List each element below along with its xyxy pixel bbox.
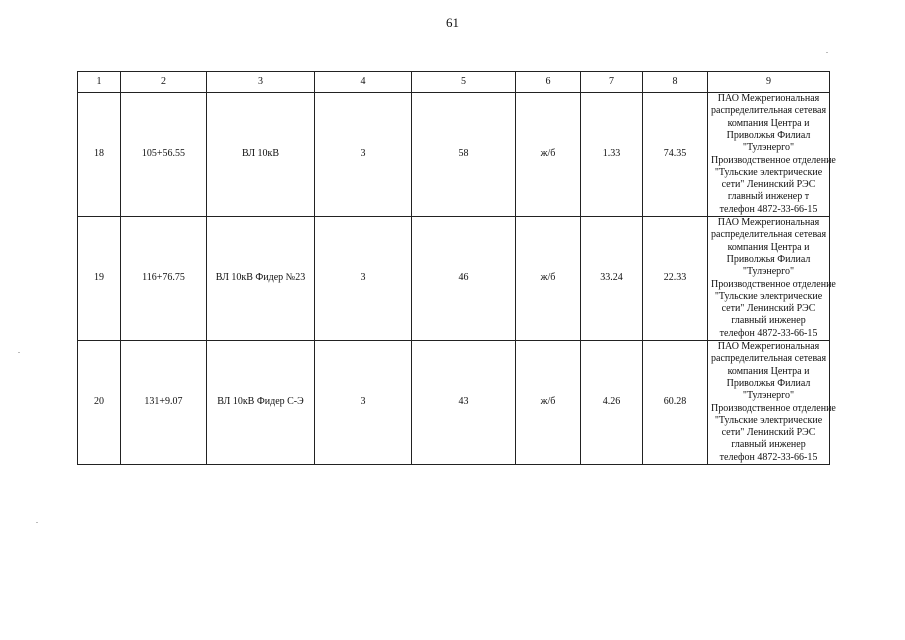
chainage-cell: 105+56.55 (121, 93, 207, 217)
column-7-cell: 33.24 (581, 217, 643, 341)
owner-line: главный инженер т (727, 191, 810, 203)
owner-line: Приволжья Филиал (726, 377, 811, 389)
owner-line: распределительная сетевая (711, 353, 827, 365)
owner-line: сети" Ленинский РЭС (721, 303, 816, 315)
material-cell: ж/б (516, 93, 581, 217)
owner-line: распределительная сетевая (711, 229, 827, 241)
owner-line: ПАО Межрегиональная (717, 93, 820, 105)
column-header: 5 (412, 72, 516, 93)
owner-line: Приволжья Филиал (726, 253, 811, 265)
owner-line: "Тульские электрические (714, 166, 823, 178)
table-row (78, 93, 830, 217)
row-number-cell: 18 (78, 93, 121, 217)
owner-line: телефон 4872-33-66-15 (719, 451, 818, 463)
line-name-cell: ВЛ 10кВ Фидер С-Э (207, 341, 315, 465)
owner-line: телефон 4872-33-66-15 (719, 203, 818, 215)
scan-speck (36, 522, 38, 523)
owner-cell (708, 341, 836, 465)
owner-line: главный инженер (731, 315, 806, 327)
owner-line: сети" Ленинский РЭС (721, 427, 816, 439)
scan-speck (18, 352, 20, 353)
column-header: 7 (581, 72, 643, 93)
table-row (78, 217, 830, 341)
scan-speck (826, 52, 828, 53)
line-name-cell: ВЛ 10кВ Фидер №23 (207, 217, 315, 341)
column-header: 9 (708, 72, 830, 93)
line-name-cell: ВЛ 10кВ (207, 93, 315, 217)
chainage-cell: 116+76.75 (121, 217, 207, 341)
owner-line: Производственное отделение (711, 278, 836, 290)
owner-line: Приволжья Филиал (726, 129, 811, 141)
owner-line: распределительная сетевая (711, 105, 827, 117)
row-number-cell: 20 (78, 341, 121, 465)
column-header: 4 (315, 72, 412, 93)
owner-line: компания Центра и (727, 241, 810, 253)
header-row (78, 72, 830, 93)
row-number-cell: 19 (78, 217, 121, 341)
owner-line: Производственное отделение (711, 402, 836, 414)
column-8-cell: 60.28 (643, 341, 708, 465)
owner-line: Производственное отделение (711, 154, 836, 166)
owner-cell (708, 93, 836, 217)
column-4-cell: 3 (315, 217, 412, 341)
owner-line: ПАО Межрегиональная (717, 217, 820, 229)
owner-line: "Тулэнерго" (742, 266, 795, 278)
column-7-cell: 1.33 (581, 93, 643, 217)
owner-line: главный инженер (731, 439, 806, 451)
column-header: 6 (516, 72, 581, 93)
data-table (77, 71, 836, 465)
owner-line: сети" Ленинский РЭС (721, 179, 816, 191)
column-5-cell: 46 (412, 217, 516, 341)
material-cell: ж/б (516, 341, 581, 465)
column-header: 8 (643, 72, 708, 93)
owner-line: "Тулэнерго" (742, 142, 795, 154)
table-row (78, 341, 830, 465)
column-4-cell: 3 (315, 93, 412, 217)
column-8-cell: 74.35 (643, 93, 708, 217)
owner-line: "Тульские электрические (714, 414, 823, 426)
column-5-cell: 43 (412, 341, 516, 465)
column-header: 2 (121, 72, 207, 93)
owner-line: "Тульские электрические (714, 290, 823, 302)
owner-line: телефон 4872-33-66-15 (719, 327, 818, 339)
owner-cell (708, 217, 836, 341)
column-8-cell: 22.33 (643, 217, 708, 341)
column-5-cell: 58 (412, 93, 516, 217)
chainage-cell: 131+9.07 (121, 341, 207, 465)
column-header: 1 (78, 72, 121, 93)
column-4-cell: 3 (315, 341, 412, 465)
column-header: 3 (207, 72, 315, 93)
owner-line: "Тулэнерго" (742, 390, 795, 402)
owner-line: ПАО Межрегиональная (717, 341, 820, 353)
page-number: 61 (446, 15, 459, 30)
owner-line: компания Центра и (727, 365, 810, 377)
owner-line: компания Центра и (727, 117, 810, 129)
material-cell: ж/б (516, 217, 581, 341)
column-7-cell: 4.26 (581, 341, 643, 465)
